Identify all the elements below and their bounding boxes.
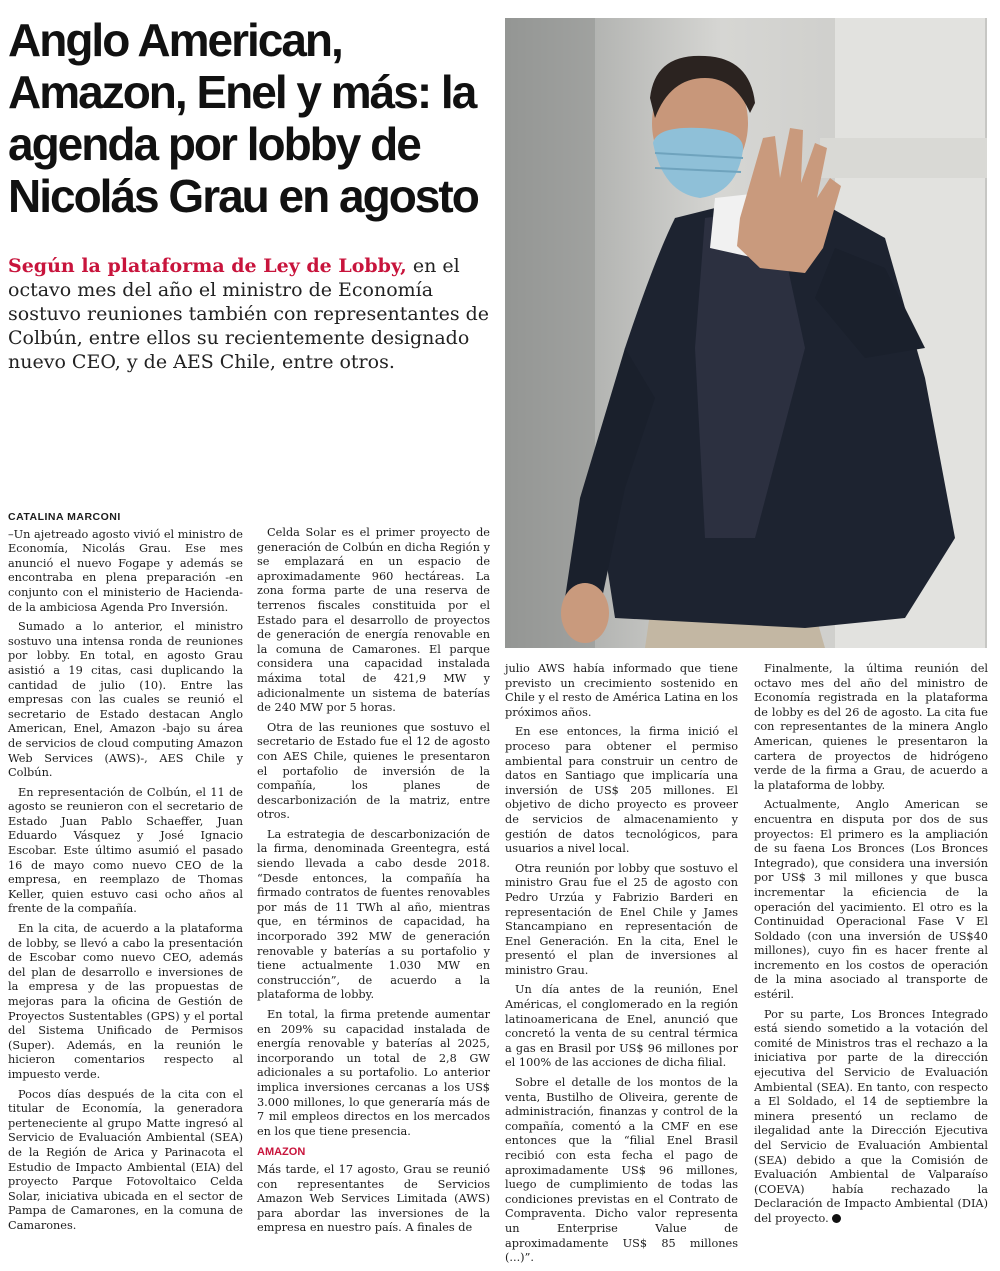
column-1 [8,510,243,1239]
headline: Anglo American, Amazon, Enel y más: la agenda por lobby de Nicolás Grau en agosto [8,14,478,222]
paragraph: Celda Solar es el primer proyecto de generación de Colbún en dicha Región y se emplazará en un espacio de aproximadamente 960 hectáreas. La zona forma parte de una reserva de terrenos fiscales constituida por el Estado para el desarrollo de proyectos de generación de energía renovable en la comuna de Camarones. El parque considera una capacidad instalada máxima total de 421,9 MW y adicionalmente un sistema de baterías de 240 MW por 5 horas. [257,526,490,715]
paragraph: Un día antes de la reunión, Enel Américas, el conglomerado en la región latinoamericana de Enel, anunció que concretó la venta de su central térmica a gas en Brasil por US$ 96 millones por el 100% de las acciones de dicha filial. [505,983,738,1070]
paragraph: En la cita, de acuerdo a la plataforma de lobby, se llevó a cabo la presentación de Escobar como nuevo CEO, además del plan de desarrollo e inversiones de la empresa y de las propuestas de mejoras para la oficina de Gestión de Proyectos Sustentables (GPS) y el portal del Sistema Unificado de Permisos (Super). Además, en la reunión le hicieron comentarios respecto al impuesto verde. [8,922,243,1081]
paragraph: Sumado a lo anterior, el ministro sostuvo una intensa ronda de reuniones por lobby. En total, en agosto Grau asistió a 19 citas, casi duplicando la cantidad de julio (10). Entre las empresas con las cuales se reunió el secretario de Estado destacan Anglo American, Enel, Amazon -bajo su área de servicios de cloud computing Amazon Web Services (AWS)-, AES Chile y Colbún. [8,620,243,780]
end-mark-icon: P [832,1214,841,1223]
column-3 [505,662,738,1271]
paragraph: Actualmente, Anglo American se encuentra en disputa por dos de sus proyectos: El primero es la ampliación de su faena Los Bronces (Los Bronces Integrado), que considera una inversión por US$ 3 mil millones y que busca incrementar la eficiencia de la operación del yacimiento. El otro es la Continuidad Operacional Fase V El Soldado (con una inversión de US$40 millones), cuyo fin es hacer frente al incremento en los costos de operación de la mina asociado al transporte de estéril. [754,798,988,1002]
minister-photo [505,18,987,648]
paragraph: Otra reunión por lobby que sostuvo el ministro Grau fue el 25 de agosto con Pedro Urzúa y Fabrizio Barderi en representación de Enel Chile y James Stancampiano en representación de Enel Generación. En la cita, Enel le presentó el plan de inversiones al ministro Grau. [505,861,738,977]
paragraph: Sobre el detalle de los montos de la venta, Bustilho de Oliveira, gerente de administración, finanzas y control de la compañía, comentó a la CMF en ese entonces que la “filial Enel Brasil recibió con esta fecha el pago de aproximadamente US$ 96 millones, luego de cumplimiento de todas las condiciones previstas en el Contrato de Compraventa. Dicho valor representa un Enterprise Value de aproximadamente US$ 85 millones (...)”. [505,1076,738,1265]
paragraph: Otra de las reuniones que sostuvo el secretario de Estado fue el 12 de agosto con AES Chile, quienes le presentaron el portafolio de inversión de la compañía, los planes de descarbonización de la matriz, entre otros. [257,720,490,822]
photo-illustration [505,18,987,648]
column-4 [754,662,988,1232]
paragraph: En representación de Colbún, el 11 de agosto se reunieron con el secretario de Estado Juan Pablo Schaeffer, Juan Eduardo Vásquez y José Ignacio Escobar. Este último asumió el pasado 16 de mayo como nuevo CEO de la empresa, en reemplazo de Thomas Keller, quien estuvo casi ocho años al frente de la compañía. [8,785,243,916]
paragraph: En ese entonces, la firma inició el proceso para obtener el permiso ambiental para construir un centro de datos en Santiago que implicaría una inversión de US$ 205 millones. El objetivo de dicho proyecto es proveer de servicios de almacenamiento y gestión de datos tecnológicos, para usuarios a nivel local. [505,725,738,856]
paragraph: En total, la firma pretende aumentar en 209% su capacidad instalada de energía renovable y baterías al 2025, incorporando un total de 2,8 GW adicionales a su portafolio. Lo anterior implica inversiones cercanas a los US$ 3.000 millones, lo que generaría más de 7 mil empleos directos en los mercados en los que tiene presencia. [257,1008,490,1138]
column-2 [257,526,490,1241]
paragraph-text: Por su parte, Los Bronces Integrado está siendo sometido a la votación del comité de Ministros tras el rechazo a la iniciativa por parte de la dirección ejecutiva del Servicio de Evaluación Ambiental (SEA). En tanto, con respecto a El Soldado, el 14 de septiembre la minera presentó un reclamo de ilegalidad ante la Dirección Ejecutiva del Servicio de Evaluación Ambiental (SEA) debido a que la Comisión de Evaluación Ambiental de Valparaíso (COEVA) había rechazado la Declaración de Impacto Ambiental (DIA) del proyecto. [754,1007,988,1225]
paragraph [754,1008,988,1227]
paragraph: julio AWS había informado que tiene previsto un crecimiento sostenido en Chile y el resto de América Latina en los próximos años. [505,662,738,719]
paragraph: Pocos días después de la cita con el titular de Economía, la generadora perteneciente al grupo Matte ingresó al Servicio de Evaluación Ambiental (SEA) de la Región de Arica y Parinacota el Estudio de Impacto Ambiental (EIA) del proyecto Parque Fotovoltaico Celda Solar, iniciativa ubicada en el sector de Pampa de Camarones, en la comuna de Camarones. [8,1087,243,1232]
paragraph: –Un ajetreado agosto vivió el ministro de Economía, Nicolás Grau. Ese mes anunció el nuevo Fogape y además se encontraba en plena preparación -en conjunto con el ministerio de Hacienda- de la ambiciosa Agenda Pro Inversión. [8,527,243,614]
lead-paragraph [8,254,498,374]
paragraph: Finalmente, la última reunión del octavo mes del año del ministro de Economía registrada en la plataforma de lobby es del 26 de agosto. La cita fue con representantes de la minera Anglo American, quienes le presentaron la cartera de proyectos de hidrógeno verde de la firma a Grau, de acuerdo a la plataforma de lobby. [754,662,988,792]
section-heading-amazon: AMAZON [257,1146,306,1159]
paragraph: La estrategia de descarbonización de la firma, denominada Greentegra, está siendo llevada a cabo desde 2018. “Desde entonces, la compañía ha firmado contratos de fuentes renovables por más de 11 TWh al año, mientras que, en términos de capacidad, ha incorporado 392 MW de generación renovable y baterías a su portafolio y tiene actualmente 1.030 MW en construcción”, de acuerdo a la plataforma de lobby. [257,827,490,1002]
paragraph: Más tarde, el 17 agosto, Grau se reunió con representantes de Servicios Amazon Web Services Limitada (AWS) para abordar las inversiones de la empresa en nuestro país. A finales de [257,1162,490,1235]
byline: CATALINA MARCONI [8,511,121,523]
lead-text: en el octavo mes del año el ministro de Economía sostuvo reuniones también con representantes de Colbún, entre ellos su recientemente designado nuevo CEO, y de AES Chile, entre otros. [8,255,490,373]
lead-highlight: Según la plataforma de Ley de Lobby, [8,255,407,277]
